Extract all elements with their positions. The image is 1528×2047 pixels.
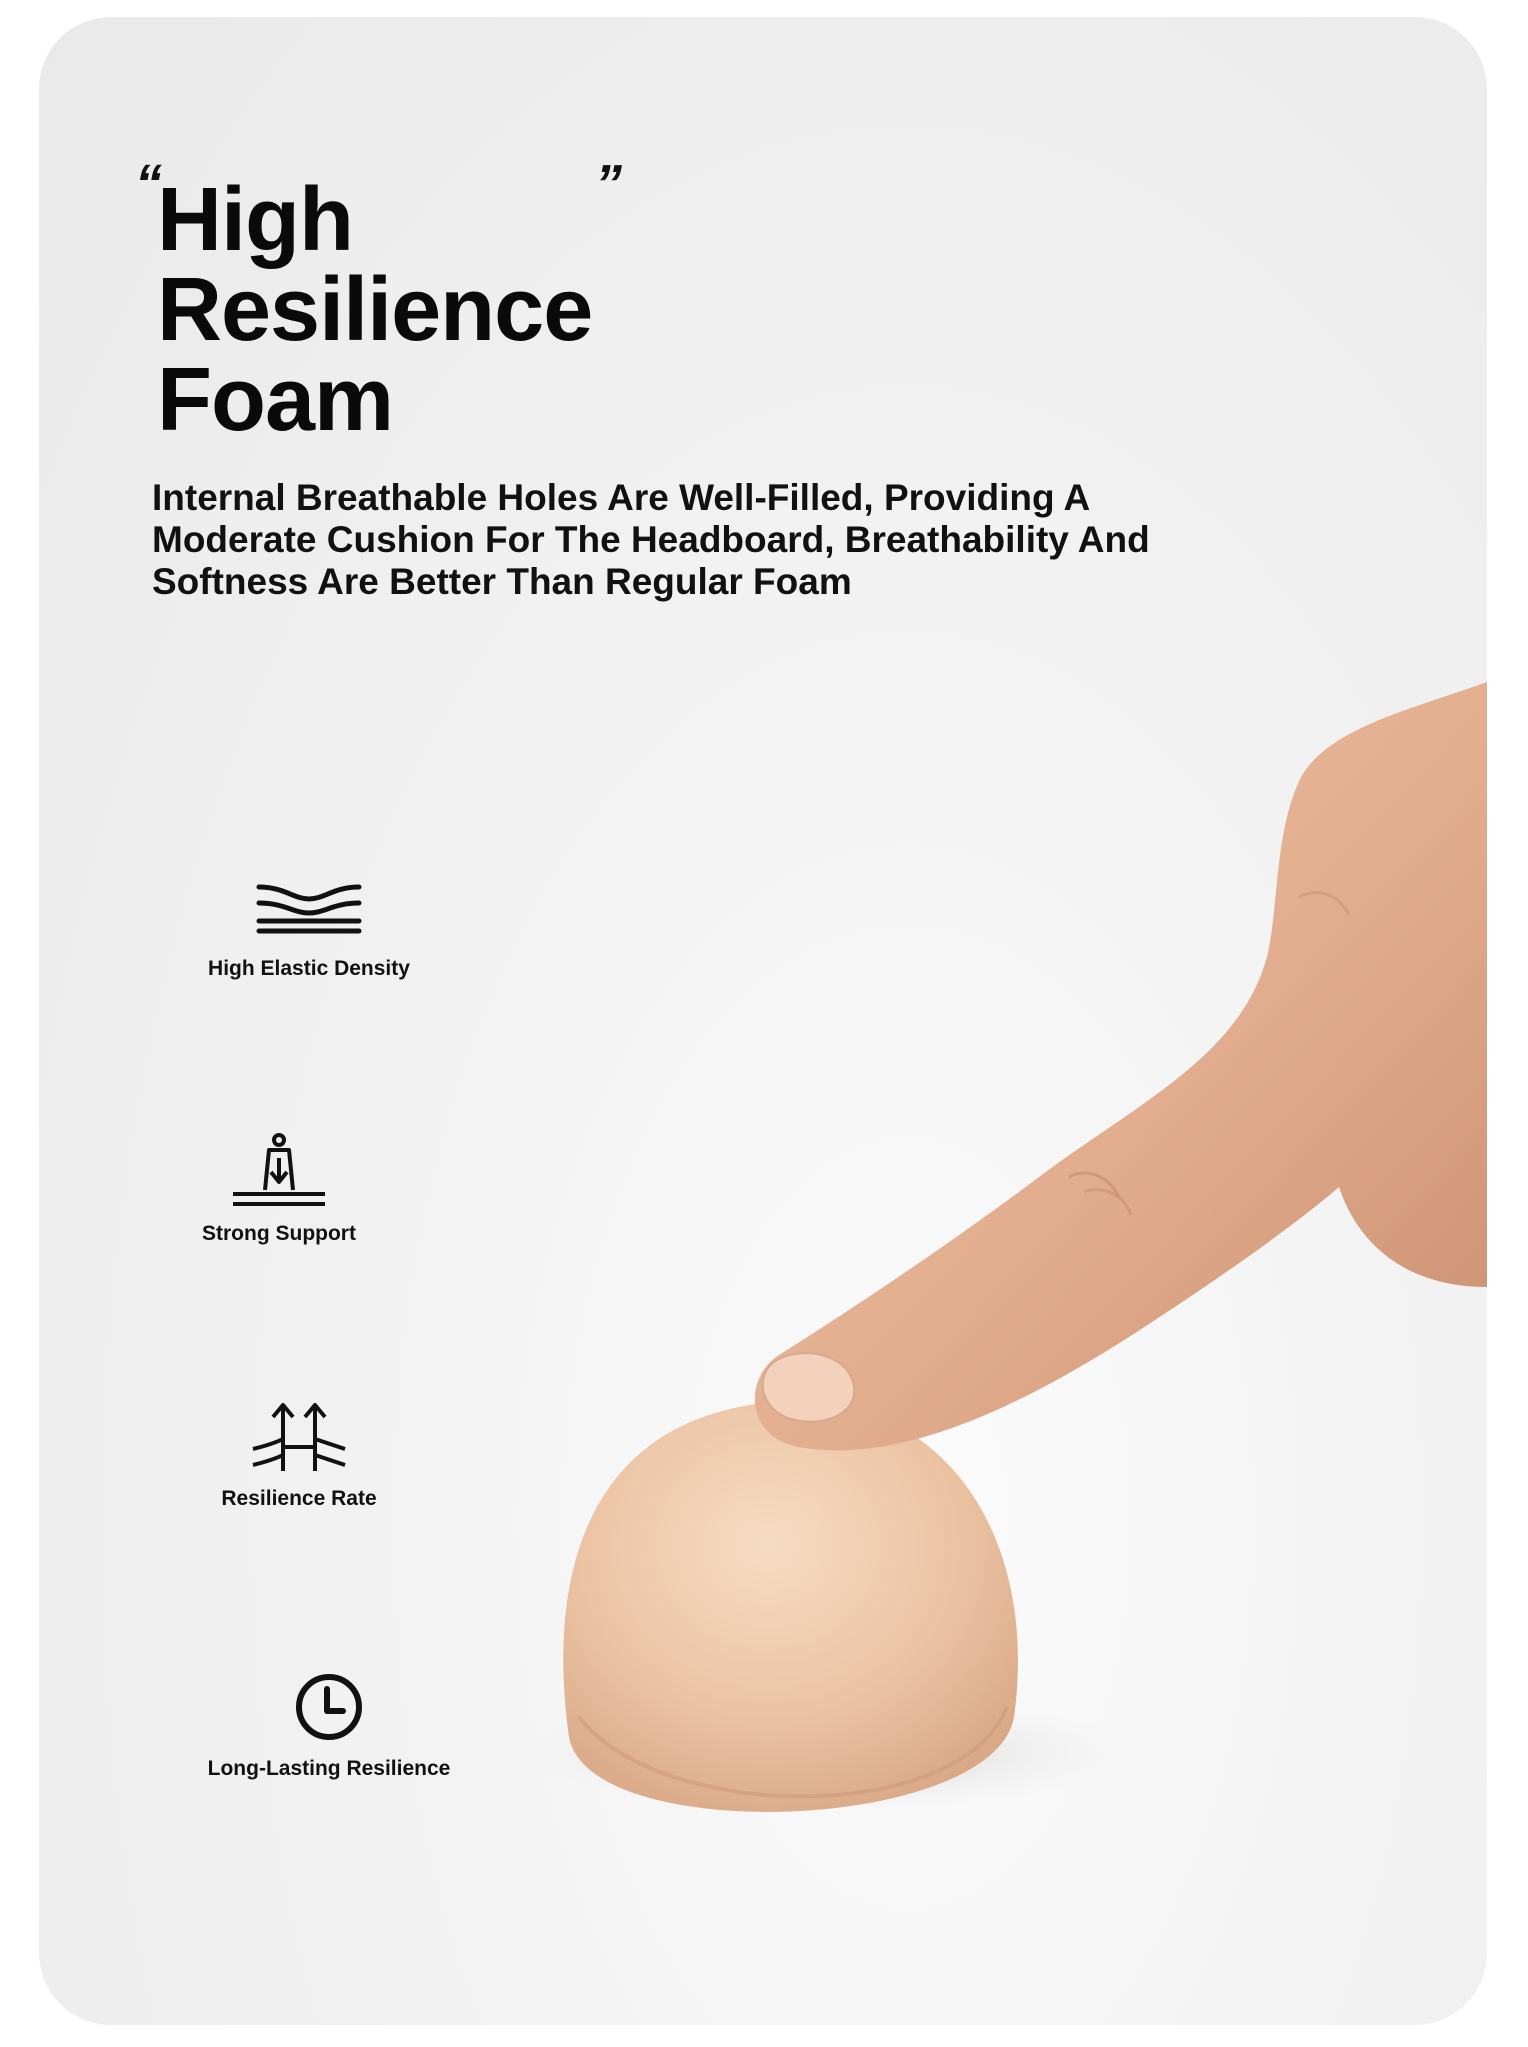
feature-label: High Elastic Density [208,957,410,980]
foam-layers-icon [254,877,364,937]
clock-icon [291,1669,367,1745]
title-line-1: High [157,170,353,270]
feature-label: Strong Support [202,1222,356,1245]
product-card [39,17,1487,2025]
feature-strong-support [149,1122,409,1246]
feature-label: Resilience Rate [221,1487,377,1510]
feature-long-lasting-resilience [179,1657,479,1781]
foam-dome [563,1401,1018,1812]
page-title [157,170,593,450]
title-line-2: Resilience [157,260,593,360]
title-line-3: Foam [157,350,394,450]
weight-support-icon [229,1132,329,1212]
pointing-hand [755,682,1487,1450]
close-quote-mark: ” [595,154,622,214]
rebound-arrows-icon [249,1399,349,1475]
feature-label: Long-Lasting Resilience [207,1757,451,1780]
open-quote-mark: “ [135,154,162,214]
feature-high-elastic-density [179,857,439,981]
fingernail [763,1353,854,1422]
feature-resilience-rate [169,1387,429,1511]
product-description: Internal Breathable Holes Are Well-Filled, Providing A Moderate Cushion For The Headboard, Breathability And Softness Are Better Than Regular Foam [152,477,1150,602]
